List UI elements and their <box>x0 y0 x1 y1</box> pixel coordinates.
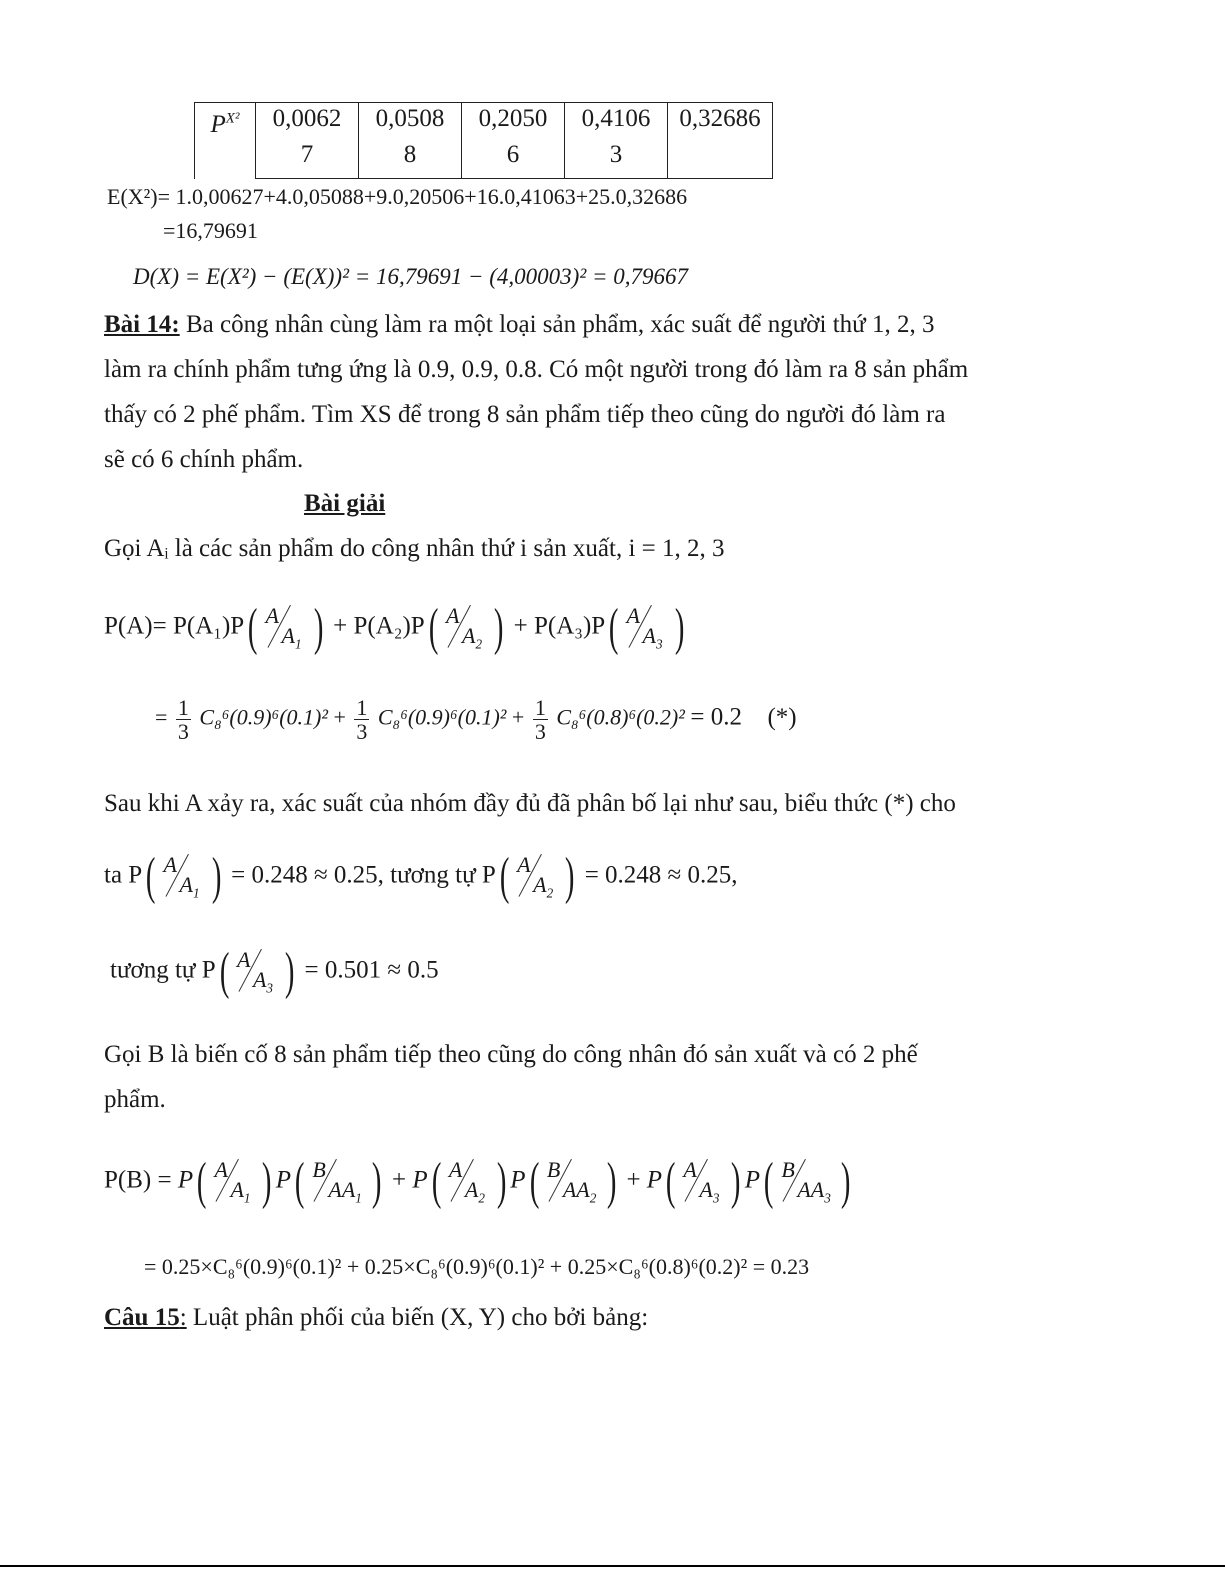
pa-result-term: C₈⁶(0.9)⁶(0.1)² <box>377 704 507 730</box>
fraction-a-over-a1: A $A_1$ <box>265 603 302 652</box>
table-cell: 3 <box>565 141 668 179</box>
posterior-value3: = 0.501 ≈ 0.5 <box>304 956 439 984</box>
cau15-label: Câu 15 <box>104 1304 180 1331</box>
fraction-a-over-a2: A $A_2$ <box>448 1157 485 1206</box>
pb-lhs: P(B) = <box>104 1166 172 1194</box>
ex2-line1: E(X²)= 1.0,00627+4.0,05088+9.0,20506+16.0,41063+25.0,32686 <box>107 184 688 209</box>
table-cell <box>668 141 773 179</box>
table-header-sup: X² <box>225 110 240 127</box>
pa-result-term: C₈⁶(0.8)⁶(0.2)² <box>556 704 685 730</box>
solution-heading: Bài giải <box>304 490 386 517</box>
cau15-line <box>104 1304 648 1332</box>
define-ai: Gọi Aᵢ là các sản phẩm do công nhân thứ i sản xuất, i = 1, 2, 3 <box>104 535 725 562</box>
posterior-value1: = 0.248 ≈ 0.25, tương tự P <box>231 861 496 889</box>
table-cell: 8 <box>359 141 462 179</box>
fraction-a-over-a1: A $A_1$ <box>214 1157 251 1206</box>
bai14-line3: thấy có 2 phế phẩm. Tìm XS để trong 8 sản phẩm tiếp theo cũng do người đó làm ra <box>104 401 946 428</box>
table-cell: 0,32686 <box>668 103 773 141</box>
table-cell: 0,2050 <box>462 103 565 141</box>
table-cell: 6 <box>462 141 565 179</box>
posterior-prefix: ta P <box>104 861 143 889</box>
bai14-text: Ba công nhân cùng làm ra một loại sản phẩm, xác suất để người thứ 1, 2, 3 <box>185 311 935 338</box>
sau-khi-paragraph: Sau khi A xảy ra, xác suất của nhóm đầy đủ đã phân bố lại như sau, biểu thức (*) cho <box>104 790 956 817</box>
bai14-line4: sẽ có 6 chính phẩm. <box>104 446 304 473</box>
one-third-fraction: $\frac{1}{3}$ <box>177 695 189 745</box>
one-third-fraction: $\frac{1}{3}$ <box>356 695 368 745</box>
plus-sign: + <box>333 612 348 640</box>
fraction-b-over-aa1: B $AA_1$ <box>312 1157 362 1206</box>
bai14-label: Bài 14: <box>104 311 180 338</box>
table-cell: 0,0508 <box>359 103 462 141</box>
table-header-p: P <box>210 111 226 138</box>
pa-term: P(A₁)P <box>172 612 245 640</box>
ex2-line2: =16,79691 <box>163 218 258 243</box>
posterior-prefix: tương tự P <box>110 956 216 984</box>
table-header-cell <box>195 103 256 179</box>
pb-result: = 0.25×C₈⁶(0.9)⁶(0.1)² + 0.25×C₈⁶(0.9)⁶(0.1)² + 0.25×C₈⁶(0.8)⁶(0.2)² = 0.23 <box>144 1254 810 1279</box>
pa-term: P(A₃)P <box>533 612 606 640</box>
fraction-a-over-a2: A $A_2$ <box>446 603 483 652</box>
fraction-a-over-a3: A $A_3$ <box>236 947 273 996</box>
fraction-b-over-aa3: B $AA_3$ <box>781 1157 831 1206</box>
probability-table <box>194 102 773 179</box>
dx-formula: D(X) = E(X²) − (E(X))² = 16,79691 − (4,00003)² = 0,79667 <box>133 264 688 289</box>
define-b-line1: Gọi B là biến cố 8 sản phẩm tiếp theo cũng do công nhân đó sản xuất và có 2 phế <box>104 1041 918 1068</box>
bai14-line1 <box>104 311 934 339</box>
posterior-line2: tương tự P( A $A_3$ ) = 0.501 ≈ 0.5 <box>110 943 439 1000</box>
cau15-colon: : <box>179 1304 187 1331</box>
pa-result-term: C₈⁶(0.9)⁶(0.1)² <box>199 704 328 730</box>
fraction-a-over-a1: A $A_1$ <box>163 852 200 901</box>
posterior-line1: ta P( A $A_1$ ) = 0.248 ≈ 0.25, tương tự P( A $A_2$ ) = 0.248 ≈ 0.25, <box>104 848 738 905</box>
plus-sign: + <box>513 612 528 640</box>
pa-equation: P(A)= P(A₁)P( A $A_1$ ) + P(A₂)P( A $A_2$ ) + P(A₃)P( A $A_3$ ) <box>104 599 684 656</box>
equation-marker: (*) <box>767 703 797 731</box>
table-cell: 0,4106 <box>565 103 668 141</box>
fraction-b-over-aa2: B $AA_2$ <box>546 1157 597 1206</box>
posterior-value2: = 0.248 ≈ 0.25, <box>584 861 738 889</box>
define-b-line2: phẩm. <box>104 1086 166 1113</box>
one-third-fraction: $\frac{1}{3}$ <box>534 695 546 745</box>
fraction-a-over-a2: A $A_2$ <box>517 852 554 901</box>
bai14-line2: làm ra chính phẩm tưng ứng là 0.9, 0.9, 0.8. Có một người trong đó làm ra 8 sản phẩm <box>104 356 969 383</box>
fraction-a-over-a3: A $A_3$ <box>626 603 663 652</box>
table-cell: 0,0062 <box>256 103 359 141</box>
page-bottom-rule <box>0 1565 1225 1567</box>
pa-term: P(A₂)P <box>353 612 425 640</box>
cau15-text: Luật phân phối của biến (X, Y) cho bởi bảng: <box>186 1304 649 1331</box>
table-cell: 7 <box>256 141 359 179</box>
pa-result: = $\frac{1}{3}$ C₈⁶(0.9)⁶(0.1)² + $\frac{1}{3}$ C₈⁶(0.9)⁶(0.1)² + $\frac{1}{3}$ C₈⁶(0.8)⁶(0.2)² = 0.2 (*) <box>155 695 797 745</box>
pa-result-value: = 0.2 <box>690 703 742 731</box>
fraction-a-over-a3: A $A_3$ <box>683 1157 720 1206</box>
pa-lhs: P(A)= <box>104 612 167 640</box>
pb-equation: P(B) = P( A $A_1$ ) P( B $AA_1$ ) + P( A $A_2$ ) P( B $AA_2$ ) + P( A $A_3$ ) P( B $AA_3$ ) <box>104 1153 851 1210</box>
